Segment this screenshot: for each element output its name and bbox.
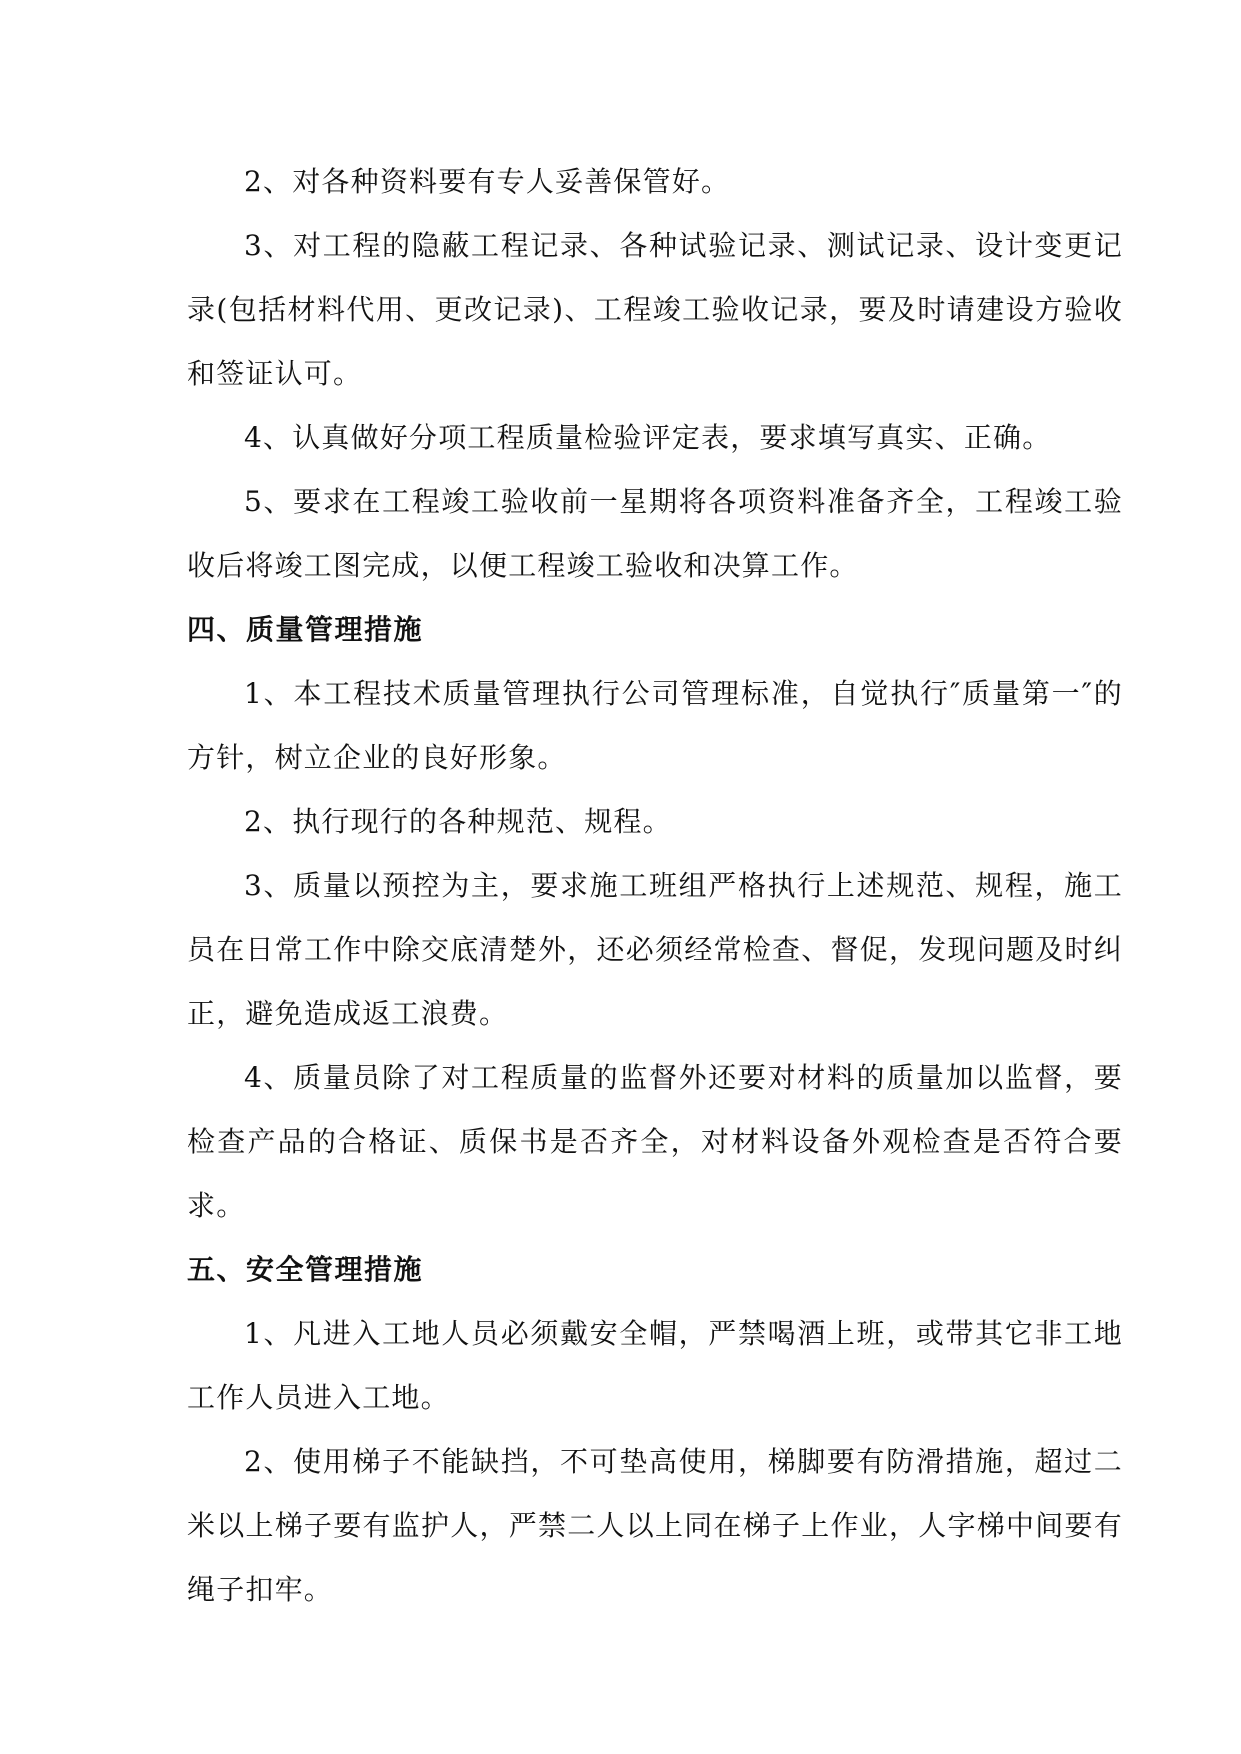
section-heading-quality: 四、质量管理措施 bbox=[187, 613, 424, 646]
paragraph-hidden-works-records: 3、对工程的隐蔽工程记录、各种试验记录、测试记录、设计变更记录(包括材料代用、更改记录)、工程竣工验收记录，要及时请建设方验收和签证认可。 bbox=[187, 229, 1123, 390]
paragraph-quality-standard: 1、本工程技术质量管理执行公司管理标准，自觉执行″质量第一″的方针，树立企业的良好形象。 bbox=[187, 677, 1123, 774]
section-heading-safety: 五、安全管理措施 bbox=[187, 1253, 424, 1286]
paragraph-safety-helmet: 1、凡进入工地人员必须戴安全帽，严禁喝酒上班，或带其它非工地工作人员进入工地。 bbox=[187, 1317, 1123, 1414]
paragraph-norms: 2、执行现行的各种规范、规程。 bbox=[244, 805, 672, 838]
paragraph-completion-materials: 5、要求在工程竣工验收前一星期将各项资料准备齐全，工程竣工验收后将竣工图完成，以便工程竣工验收和决算工作。 bbox=[187, 485, 1123, 582]
paragraph-precontrol: 3、质量以预控为主，要求施工班组严格执行上述规范、规程，施工员在日常工作中除交底清楚外，还必须经常检查、督促，发现问题及时纠正，避免造成返工浪费。 bbox=[187, 869, 1123, 1030]
paragraph-quality-evaluation-form: 4、认真做好分项工程质量检验评定表，要求填写真实、正确。 bbox=[244, 421, 1052, 454]
paragraph-ladder-safety: 2、使用梯子不能缺挡，不可垫高使用，梯脚要有防滑措施，超过二米以上梯子要有监护人，严禁二人以上同在梯子上作业，人字梯中间要有绳子扣牢。 bbox=[187, 1445, 1123, 1606]
document-body bbox=[187, 150, 1123, 1622]
paragraph-records-keeping: 2、对各种资料要有专人妥善保管好。 bbox=[244, 165, 731, 198]
paragraph-material-inspection: 4、质量员除了对工程质量的监督外还要对材料的质量加以监督，要检查产品的合格证、质保书是否齐全，对材料设备外观检查是否符合要求。 bbox=[187, 1061, 1123, 1222]
